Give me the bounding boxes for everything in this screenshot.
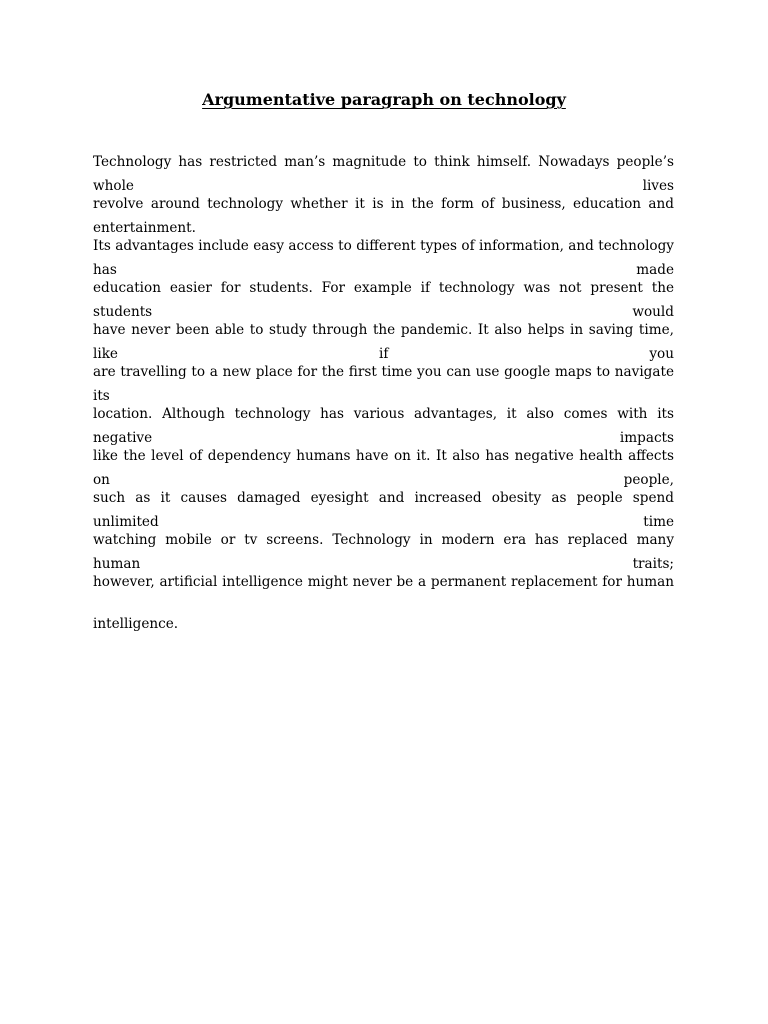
paragraph-line: are travelling to a new place for the first time you can use google maps to navigate its (93, 364, 674, 404)
paragraph-line: location. Although technology has various advantages, it also comes with its negative impacts (93, 406, 674, 446)
argumentative-paragraph (93, 150, 674, 654)
paragraph-line: such as it causes damaged eyesight and increased obesity as people spend unlimited time (93, 490, 674, 530)
paragraph-line: like the level of dependency humans have on it. It also has negative health affects on people, (93, 448, 674, 488)
paragraph-line: however, artificial intelligence might never be a permanent replacement for human (93, 574, 674, 590)
paragraph-line: revolve around technology whether it is in the form of business, education and entertainment. (93, 196, 674, 236)
paragraph-line-last: intelligence. (93, 616, 179, 632)
paragraph-line: have never been able to study through the pandemic. It also helps in saving time, like if you (93, 322, 674, 362)
paragraph-line: education easier for students. For example if technology was not present the students would (93, 280, 674, 320)
paragraph-line: watching mobile or tv screens. Technology in modern era has replaced many human traits; (93, 532, 674, 572)
paragraph-line: Technology has restricted man’s magnitude to think himself. Nowadays people’s whole lives (93, 154, 674, 194)
document-title: Argumentative paragraph on technology (202, 90, 566, 109)
paragraph-line: Its advantages include easy access to different types of information, and technology has made (93, 238, 674, 278)
